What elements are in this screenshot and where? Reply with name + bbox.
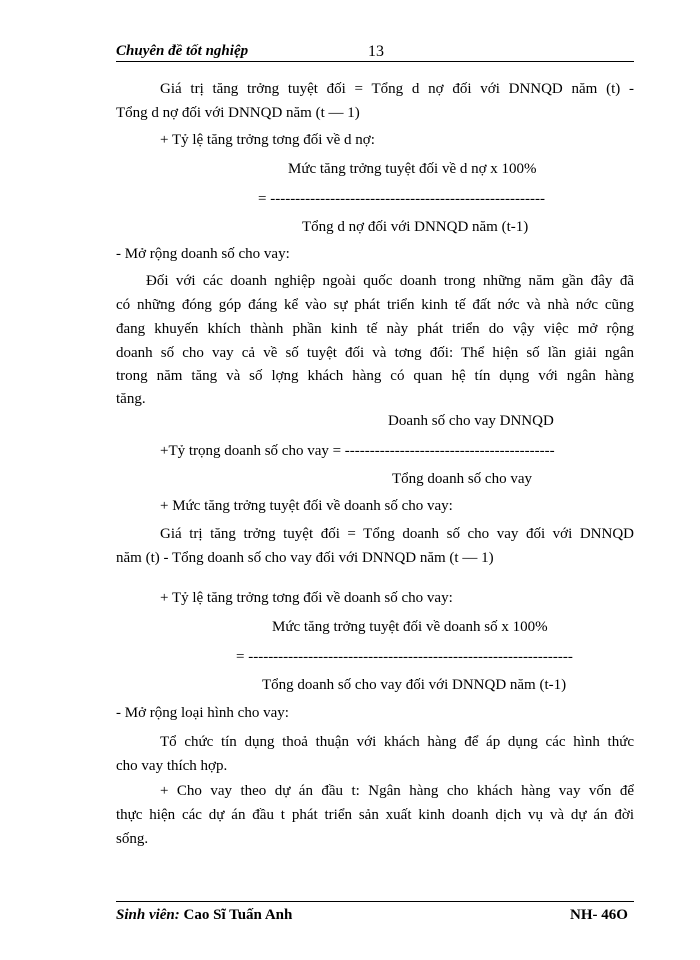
section-heading: - Mở rộng loại hình cho vay: [116,705,289,721]
body-line: + Tỷ lệ tăng trởng tơng đối về d nợ: [160,132,375,148]
formula-numerator: Doanh số cho vay DNNQD [388,413,554,429]
header-rule [116,61,634,62]
page-number: 13 [368,43,384,60]
body-line: cho vay thích hợp. [116,758,228,774]
formula-numerator: Mức tăng trởng tuyệt đối về doanh số x 100% [272,619,548,635]
body-line: năm (t) - Tổng doanh số cho vay đối với DNNQD năm (t — 1) [116,550,494,566]
footer-student [116,906,292,925]
body-line: trong năm tăng và số lợng khách hàng có quan hệ tín dụng với ngân hàng [116,368,634,384]
header-title: Chuyên đề tốt nghiệp [116,43,249,59]
footer-class-code: NH- 46O [570,907,628,923]
footer-rule [116,901,634,902]
body-line: có những đóng góp đáng kể vào sự phát triển kinh tế đất nớc và nhà nớc cũng [116,297,634,313]
formula-denominator: Tổng doanh số cho vay [392,471,532,487]
body-line: Giá trị tăng trởng tuyệt đối = Tổng d nợ đối với DNNQD năm (t) - [160,81,634,97]
body-line: Tổ chức tín dụng thoả thuận với khách hàng để áp dụng các hình thức [160,734,634,750]
body-line: + Mức tăng trởng tuyệt đối về doanh số cho vay: [160,498,453,514]
body-line: thực hiện các dự án đầu t phát triển sản xuất kinh doanh dịch vụ và dự án đời [116,807,634,823]
footer-student-label: Sinh viên: [116,907,180,923]
body-line: Tổng d nợ đối với DNNQD năm (t — 1) [116,105,360,121]
formula-fraction-line: = ----------------------------------------------------------------- [236,649,573,665]
formula-numerator: Mức tăng trởng tuyệt đối về d nợ x 100% [288,161,537,177]
body-line: Đối với các doanh nghiệp ngoài quốc doanh trong những năm gần đây đã [146,273,634,289]
formula-denominator: Tổng doanh số cho vay đối với DNNQD năm (t-1) [262,677,567,693]
section-heading: - Mở rộng doanh số cho vay: [116,246,290,262]
formula-fraction-line: +Tỷ trọng doanh số cho vay = ------------------------------------------ [160,443,555,459]
formula-denominator: Tổng d nợ đối với DNNQD năm (t-1) [302,219,529,235]
body-line: tăng. [116,391,146,407]
body-line: + Tỷ lệ tăng trởng tơng đối về doanh số cho vay: [160,590,453,606]
body-line: sống. [116,831,149,847]
body-line: + Cho vay theo dự án đầu t: Ngân hàng cho khách hàng vay vốn để [160,783,634,799]
body-line: doanh số cho vay cả về số tuyệt đối và tơng đối: Thể hiện số lần giải ngân [116,345,634,361]
formula-fraction-line: = ------------------------------------------------------- [258,191,545,207]
body-line: đang khuyến khích thành phần kinh tế này phát triển do vậy việc mở rộng [116,321,634,337]
body-line: Giá trị tăng trởng tuyệt đối = Tổng doanh số cho vay đối với DNNQD [160,526,634,542]
footer-student-name: Cao Sĩ Tuấn Anh [179,907,293,923]
